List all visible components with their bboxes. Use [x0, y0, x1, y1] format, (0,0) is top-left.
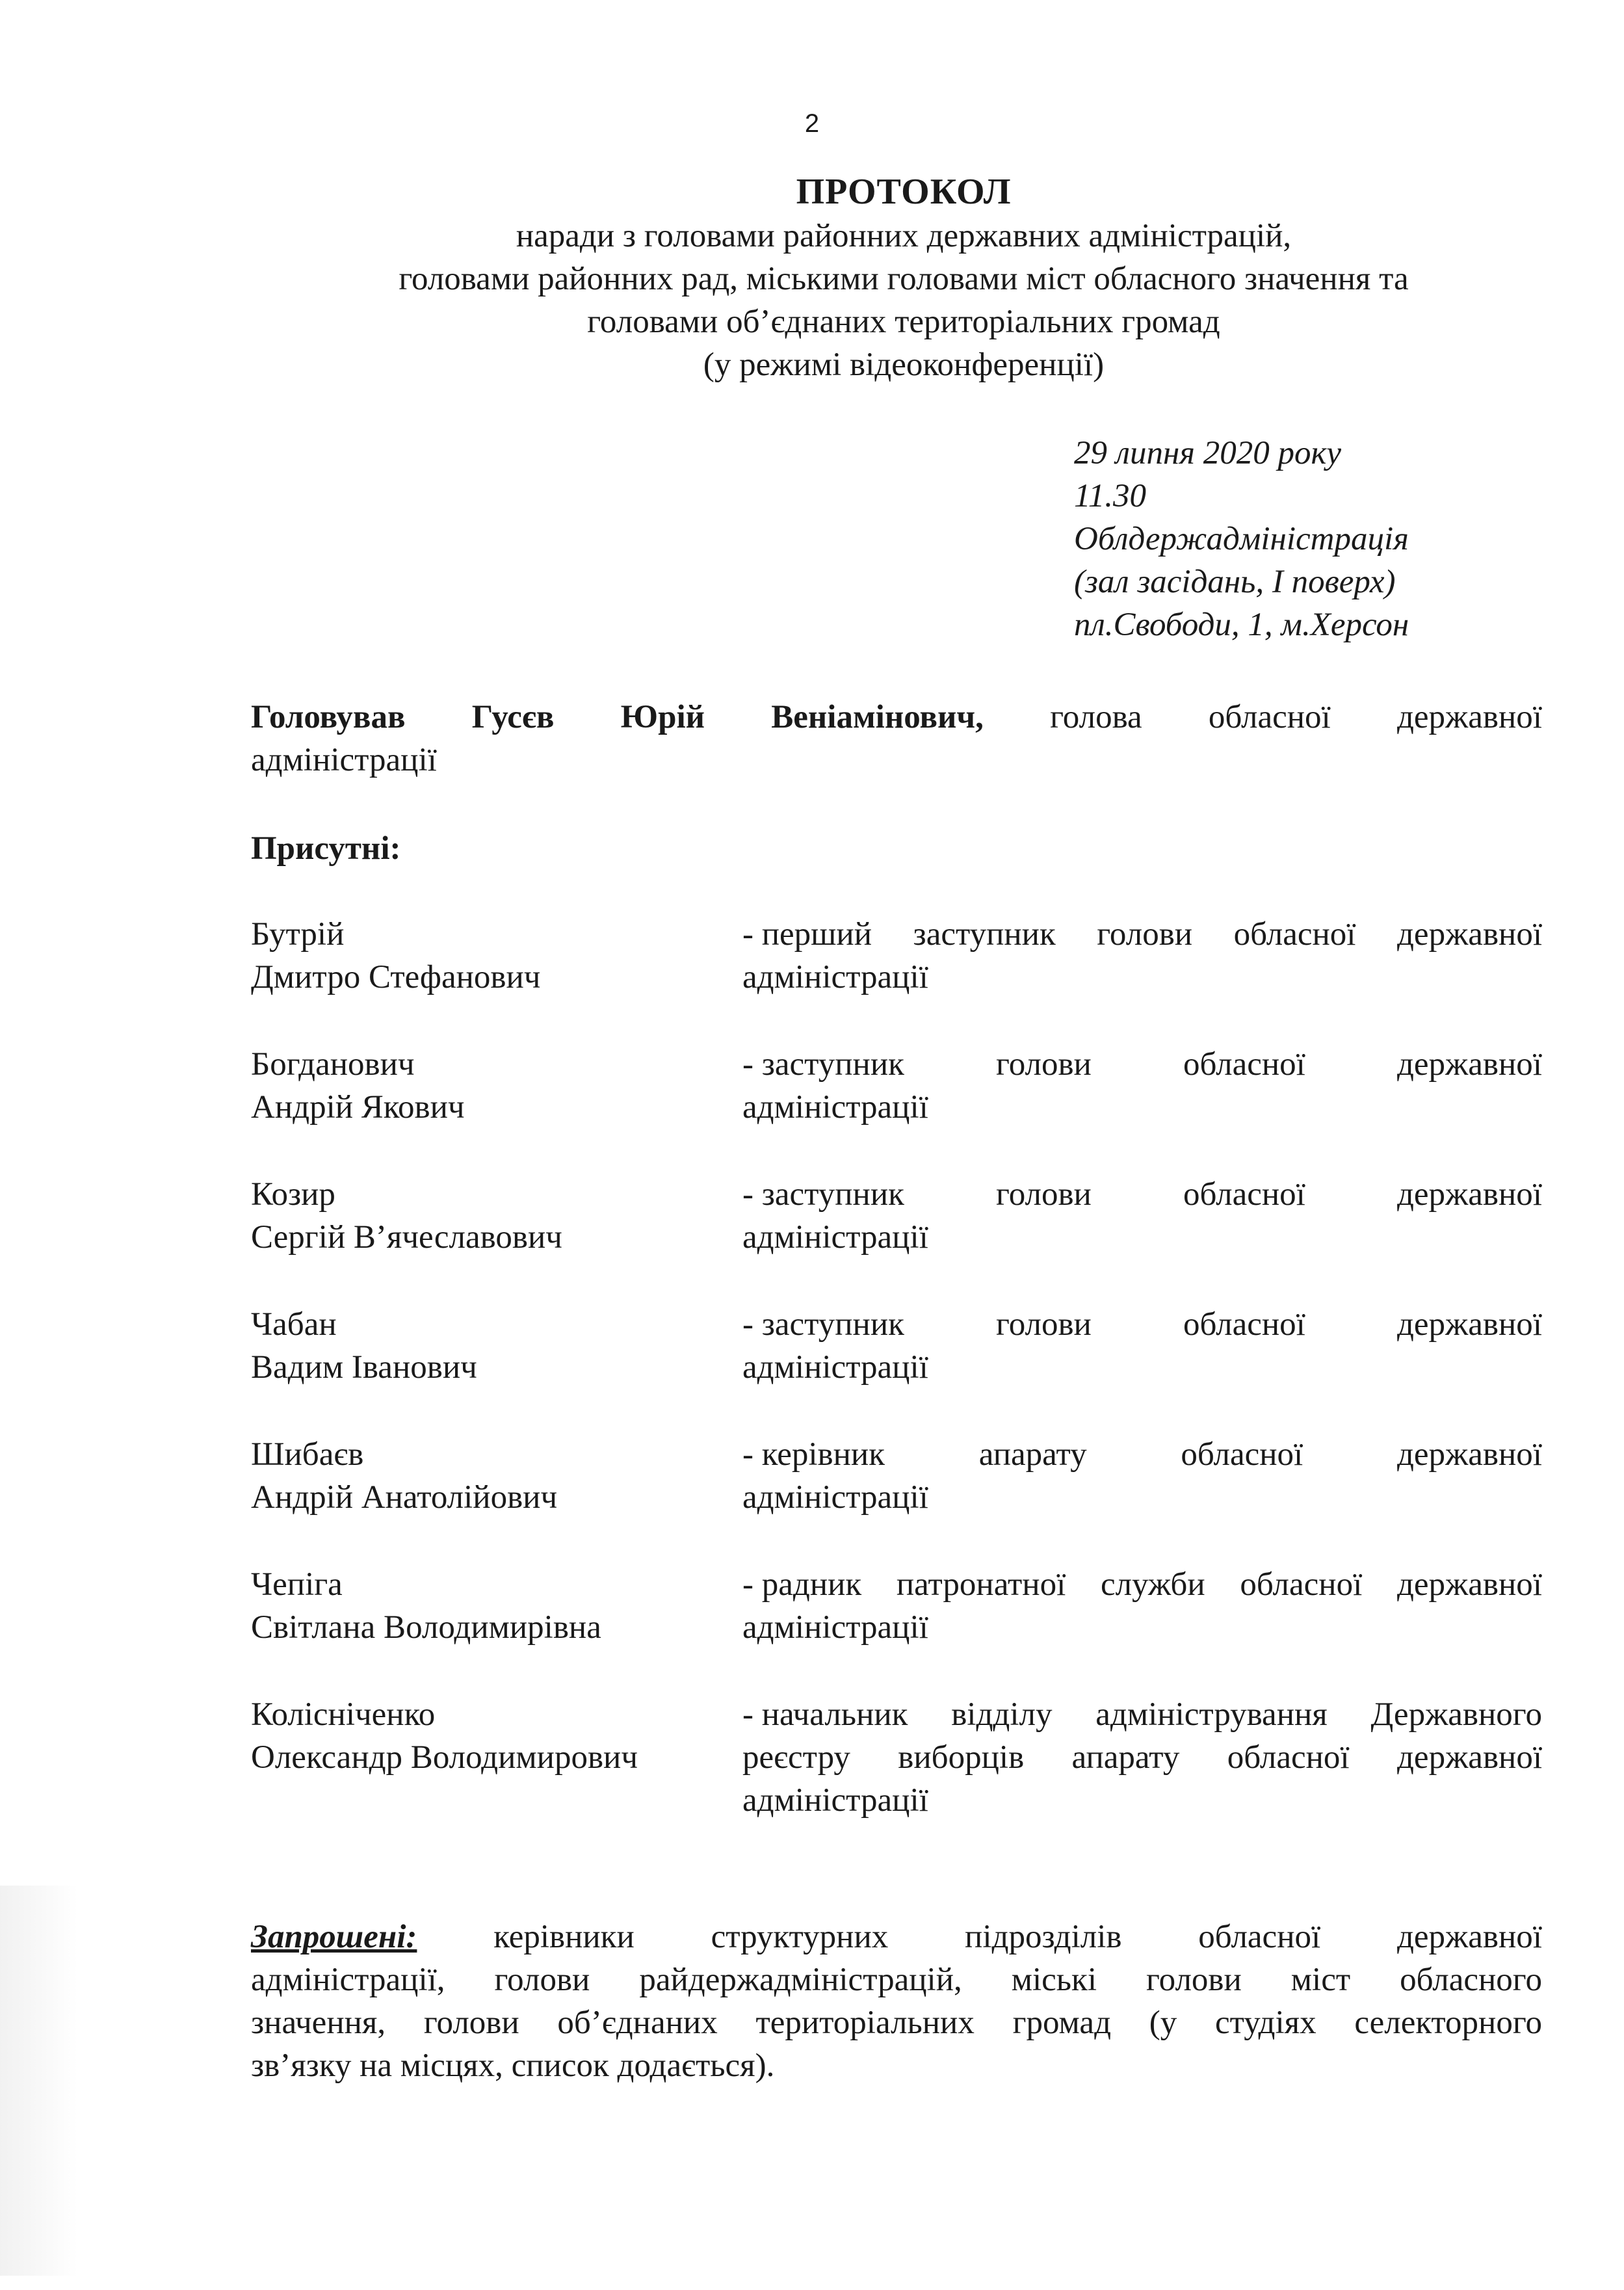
attendee-given-names: Дмитро Стефанович [251, 959, 541, 995]
position-word: - заступник [742, 1046, 904, 1083]
position-line [742, 1779, 1542, 1822]
invited-line [251, 2044, 1542, 2087]
attendee-given-names: Вадим Іванович [251, 1349, 477, 1386]
meeting-time: 11.30 [1074, 478, 1146, 514]
attendee-row [251, 913, 1542, 1043]
attendee-name [251, 1563, 742, 1693]
position-word: обласної [1240, 1566, 1363, 1603]
invited-word: міські [1011, 1962, 1097, 1998]
position-line [742, 1303, 1542, 1346]
attendee-row [251, 1043, 1542, 1173]
position-word: адміністрування [1095, 1696, 1328, 1733]
invited-word: голови [423, 2005, 519, 2041]
invited-line [251, 1915, 1542, 1958]
chair-surname: Гусєв [471, 699, 555, 735]
scan-artifact [0, 1886, 78, 2276]
subtitle-line: наради з головами районних державних адміністрацій, [516, 218, 1292, 254]
invited-word: підрозділів [965, 1919, 1122, 1955]
attendee-row [251, 1173, 1542, 1303]
chair-label: Головував [251, 699, 406, 735]
invited-word: студіях [1214, 2005, 1316, 2041]
invited-word: територіальних [755, 2005, 975, 2041]
attendee-given-names: Світлана Володимирівна [251, 1609, 601, 1646]
position-word: державної [1396, 1176, 1542, 1213]
meeting-details [1074, 432, 1409, 646]
chair-position-tail: адміністрації [251, 742, 437, 778]
position-line [742, 1606, 1542, 1649]
attendee-row [251, 1693, 1542, 1866]
invited-label: Запрошені: [251, 1919, 417, 1955]
invited-word: (у [1149, 2005, 1177, 2041]
position-word: голови [996, 1176, 1092, 1213]
attendee-surname: Козир [251, 1176, 335, 1213]
attendee-given-names: Сергій В’ячеславович [251, 1219, 562, 1256]
position-line [742, 1476, 1542, 1519]
subtitle-line: головами районних рад, міськими головами міст обласного значення та [399, 261, 1409, 297]
position-word: - заступник [742, 1306, 904, 1343]
document-header [195, 170, 1612, 386]
position-word: адміністрації [742, 1479, 928, 1516]
invited-word: міст [1290, 1962, 1351, 1998]
position-line [742, 956, 1542, 999]
position-word: - перший [742, 916, 872, 953]
invited-word: обласного [1400, 1962, 1542, 1998]
page-number: 2 [804, 109, 820, 138]
attendee-name [251, 1173, 742, 1303]
invited-word: керівники [493, 1919, 635, 1955]
position-word: державної [1396, 1436, 1542, 1473]
subtitle-line: головами об’єднаних територіальних громад [587, 304, 1220, 340]
position-word: апарату [1071, 1739, 1180, 1776]
position-word: державної [1396, 916, 1542, 953]
position-line [742, 1563, 1542, 1606]
position-word: - начальник [742, 1696, 908, 1733]
invited-word: селекторного [1354, 2005, 1542, 2041]
attendees-list [251, 913, 1542, 1866]
position-line [742, 1433, 1542, 1476]
position-word: Державного [1370, 1696, 1542, 1733]
attendee-name [251, 1043, 742, 1173]
invited-word: райдержадміністрацій, [639, 1962, 962, 1998]
position-line [742, 1043, 1542, 1086]
document-title: ПРОТОКОЛ [796, 172, 1012, 212]
invited-word: голови [1146, 1962, 1242, 1998]
position-word: державної [1396, 1739, 1542, 1776]
position-line [742, 1736, 1542, 1779]
attendee-surname: Чабан [251, 1306, 337, 1343]
attendee-surname: Колісніченко [251, 1696, 436, 1733]
position-word: обласної [1233, 916, 1356, 953]
attendee-position [742, 1693, 1542, 1866]
position-word: обласної [1183, 1306, 1305, 1343]
attendee-name [251, 1303, 742, 1433]
position-word: обласної [1227, 1739, 1350, 1776]
position-word: адміністрації [742, 1782, 928, 1819]
position-word: заступник [913, 916, 1056, 953]
attendee-surname: Богданович [251, 1046, 415, 1083]
attendee-surname: Бутрій [251, 916, 345, 953]
position-word: - керівник [742, 1436, 885, 1473]
attendee-position [742, 1043, 1542, 1173]
position-line [742, 1346, 1542, 1389]
attendee-name [251, 913, 742, 1043]
position-word: державної [1396, 1566, 1542, 1603]
position-word: відділу [951, 1696, 1053, 1733]
attendees-heading: Присутні: [251, 830, 401, 867]
invited-block [251, 1915, 1542, 2087]
position-word: адміністрації [742, 1349, 928, 1386]
attendee-row [251, 1433, 1542, 1563]
subtitle-line: (у режимі відеоконференції) [703, 347, 1105, 383]
position-line [742, 913, 1542, 956]
position-word: державної [1396, 1306, 1542, 1343]
attendee-position [742, 1173, 1542, 1303]
chair-first-name: Юрій [620, 699, 705, 735]
attendee-position [742, 1433, 1542, 1563]
invited-word: голови [494, 1962, 590, 1998]
position-word: обласної [1183, 1176, 1305, 1213]
position-word: голови [996, 1046, 1092, 1083]
position-word: голови [996, 1306, 1092, 1343]
position-line [742, 1693, 1542, 1736]
attendee-surname: Шибаєв [251, 1436, 364, 1473]
invited-word: обласної [1198, 1919, 1321, 1955]
invited-word: значення, [251, 2005, 386, 2041]
invited-line [251, 1958, 1542, 2001]
position-word: виборців [898, 1739, 1025, 1776]
attendee-row [251, 1303, 1542, 1433]
attendee-name [251, 1433, 742, 1563]
invited-line [251, 2001, 1542, 2044]
attendee-given-names: Андрій Анатолійович [251, 1479, 558, 1516]
position-word: патронатної [896, 1566, 1066, 1603]
attendee-row [251, 1563, 1542, 1693]
attendee-position [742, 913, 1542, 1043]
position-word: - заступник [742, 1176, 904, 1213]
meeting-address: пл.Свободи, 1, м.Херсон [1074, 607, 1409, 643]
position-word: обласної [1181, 1436, 1303, 1473]
position-word: державної [1396, 1046, 1542, 1083]
invited-word: об’єднаних [557, 2005, 718, 2041]
position-word: - радник [742, 1566, 862, 1603]
attendee-position [742, 1303, 1542, 1433]
attendee-name [251, 1693, 742, 1866]
position-word: адміністрації [742, 1089, 928, 1125]
invited-word: громад [1012, 2005, 1112, 2041]
meeting-organization: Облдержадміністрація [1074, 521, 1409, 557]
position-word: апарату [978, 1436, 1087, 1473]
position-line [742, 1173, 1542, 1216]
invited-word: адміністрації, [251, 1962, 445, 1998]
chairperson-line [251, 696, 1542, 739]
chair-patronymic: Веніамінович, [771, 699, 984, 735]
attendee-given-names: Андрій Якович [251, 1089, 465, 1125]
invited-word: державної [1396, 1919, 1542, 1955]
position-word: адміністрації [742, 1219, 928, 1256]
position-word: обласної [1183, 1046, 1305, 1083]
position-word: адміністрації [742, 959, 928, 995]
position-word: голови [1097, 916, 1193, 953]
position-word: реєстру [742, 1739, 850, 1776]
position-line [742, 1086, 1542, 1129]
attendee-surname: Чепіга [251, 1566, 343, 1603]
attendee-position [742, 1563, 1542, 1693]
position-line [742, 1216, 1542, 1259]
invited-word: зв’язку на місцях, список додається). [251, 2047, 775, 2084]
meeting-date: 29 липня 2020 року [1074, 435, 1341, 471]
chair-position-word: голова [1050, 699, 1142, 735]
invited-word: структурних [711, 1919, 889, 1955]
chair-position-word: обласної [1208, 699, 1331, 735]
position-word: адміністрації [742, 1609, 928, 1646]
chair-position-word: державної [1396, 699, 1542, 735]
attendee-given-names: Олександр Володимирович [251, 1739, 638, 1776]
meeting-room: (зал засідань, I поверх) [1074, 564, 1396, 600]
position-word: служби [1100, 1566, 1205, 1603]
chairperson-block [251, 696, 1542, 782]
